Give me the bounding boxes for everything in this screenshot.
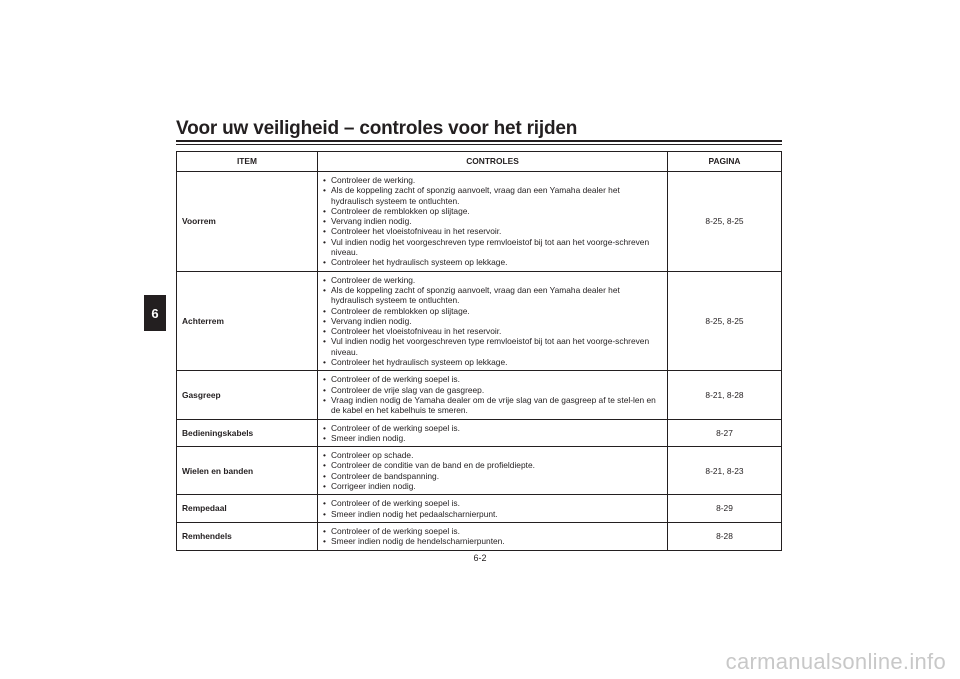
item-cell: Rempedaal [177, 495, 318, 523]
watermark: carmanualsonline.info [725, 649, 946, 674]
page-ref-cell: 8-25, 8-25 [668, 271, 782, 371]
check-item: • Smeer indien nodig de hendelscharnierpunten. [323, 536, 663, 546]
checks-cell [318, 371, 668, 419]
checks-list [323, 275, 663, 368]
check-item: • Vervang indien nodig. [323, 216, 663, 226]
check-item: • Controleer de bandspanning. [323, 471, 663, 481]
checks-cell [318, 419, 668, 447]
table-row [177, 371, 782, 419]
checks-list [323, 450, 663, 491]
column-header-controles: CONTROLES [318, 152, 668, 172]
check-item: • Als de koppeling zacht of sponzig aanvoelt, vraag dan een Yamaha dealer het hydraulisch systeem te ontluchten. [323, 285, 663, 306]
check-item: • Controleer of de werking soepel is. [323, 498, 663, 508]
checks-cell [318, 172, 668, 272]
checks-cell [318, 271, 668, 371]
check-item: • Vervang indien nodig. [323, 316, 663, 326]
title-rule [176, 140, 782, 142]
table-row [177, 419, 782, 447]
check-item: • Controleer of de werking soepel is. [323, 423, 663, 433]
check-item: • Controleer de vrije slag van de gasgreep. [323, 385, 663, 395]
check-item: • Controleer of de werking soepel is. [323, 526, 663, 536]
table-row [177, 172, 782, 272]
item-cell: Voorrem [177, 172, 318, 272]
check-item: • Controleer de werking. [323, 275, 663, 285]
page-ref-cell: 8-28 [668, 522, 782, 550]
title-rule-thin [176, 144, 782, 145]
item-cell: Bedieningskabels [177, 419, 318, 447]
check-item: • Smeer indien nodig het pedaalscharnierpunt. [323, 509, 663, 519]
page-ref-cell: 8-25, 8-25 [668, 172, 782, 272]
check-item: • Controleer de remblokken op slijtage. [323, 306, 663, 316]
check-item: • Vul indien nodig het voorgeschreven type remvloeistof bij tot aan het voorge-schreven niveau. [323, 237, 663, 258]
checks-cell [318, 522, 668, 550]
check-item: • Controleer op schade. [323, 450, 663, 460]
table-row [177, 522, 782, 550]
item-cell: Wielen en banden [177, 447, 318, 495]
page-ref-cell: 8-21, 8-28 [668, 371, 782, 419]
checks-list [323, 526, 663, 547]
check-item: • Vul indien nodig het voorgeschreven type remvloeistof bij tot aan het voorge-schreven niveau. [323, 336, 663, 357]
page-ref-cell: 8-29 [668, 495, 782, 523]
check-item: • Corrigeer indien nodig. [323, 481, 663, 491]
table-row [177, 447, 782, 495]
check-item: • Als de koppeling zacht of sponzig aanvoelt, vraag dan een Yamaha dealer het hydraulisch systeem te ontluchten. [323, 185, 663, 206]
chapter-tab: 6 [144, 295, 166, 331]
checks-list [323, 498, 663, 519]
table-row [177, 271, 782, 371]
check-item: • Vraag indien nodig de Yamaha dealer om de vrije slag van de gasgreep af te stel-len en de kabel en het kabelhuis te smeren. [323, 395, 663, 416]
item-cell: Gasgreep [177, 371, 318, 419]
check-item: • Smeer indien nodig. [323, 433, 663, 443]
page-ref-cell: 8-21, 8-23 [668, 447, 782, 495]
check-item: • Controleer de werking. [323, 175, 663, 185]
checks-list [323, 423, 663, 444]
check-item: • Controleer de conditie van de band en de profieldiepte. [323, 460, 663, 470]
check-item: • Controleer het vloeistofniveau in het reservoir. [323, 326, 663, 336]
table-header-row [177, 152, 782, 172]
check-item: • Controleer de remblokken op slijtage. [323, 206, 663, 216]
checks-list [323, 175, 663, 268]
check-item: • Controleer het hydraulisch systeem op lekkage. [323, 257, 663, 267]
checks-cell [318, 447, 668, 495]
page-title: Voor uw veiligheid – controles voor het rijden [176, 118, 578, 139]
item-cell: Remhendels [177, 522, 318, 550]
checks-list [323, 374, 663, 415]
check-item: • Controleer het vloeistofniveau in het reservoir. [323, 226, 663, 236]
check-item: • Controleer of de werking soepel is. [323, 374, 663, 384]
check-item: • Controleer het hydraulisch systeem op lekkage. [323, 357, 663, 367]
item-cell: Achterrem [177, 271, 318, 371]
page-number: 6-2 [473, 553, 487, 563]
page-ref-cell: 8-27 [668, 419, 782, 447]
checks-cell [318, 495, 668, 523]
table-row [177, 495, 782, 523]
column-header-pagina: PAGINA [668, 152, 782, 172]
column-header-item: ITEM [177, 152, 318, 172]
checks-table [176, 151, 782, 551]
